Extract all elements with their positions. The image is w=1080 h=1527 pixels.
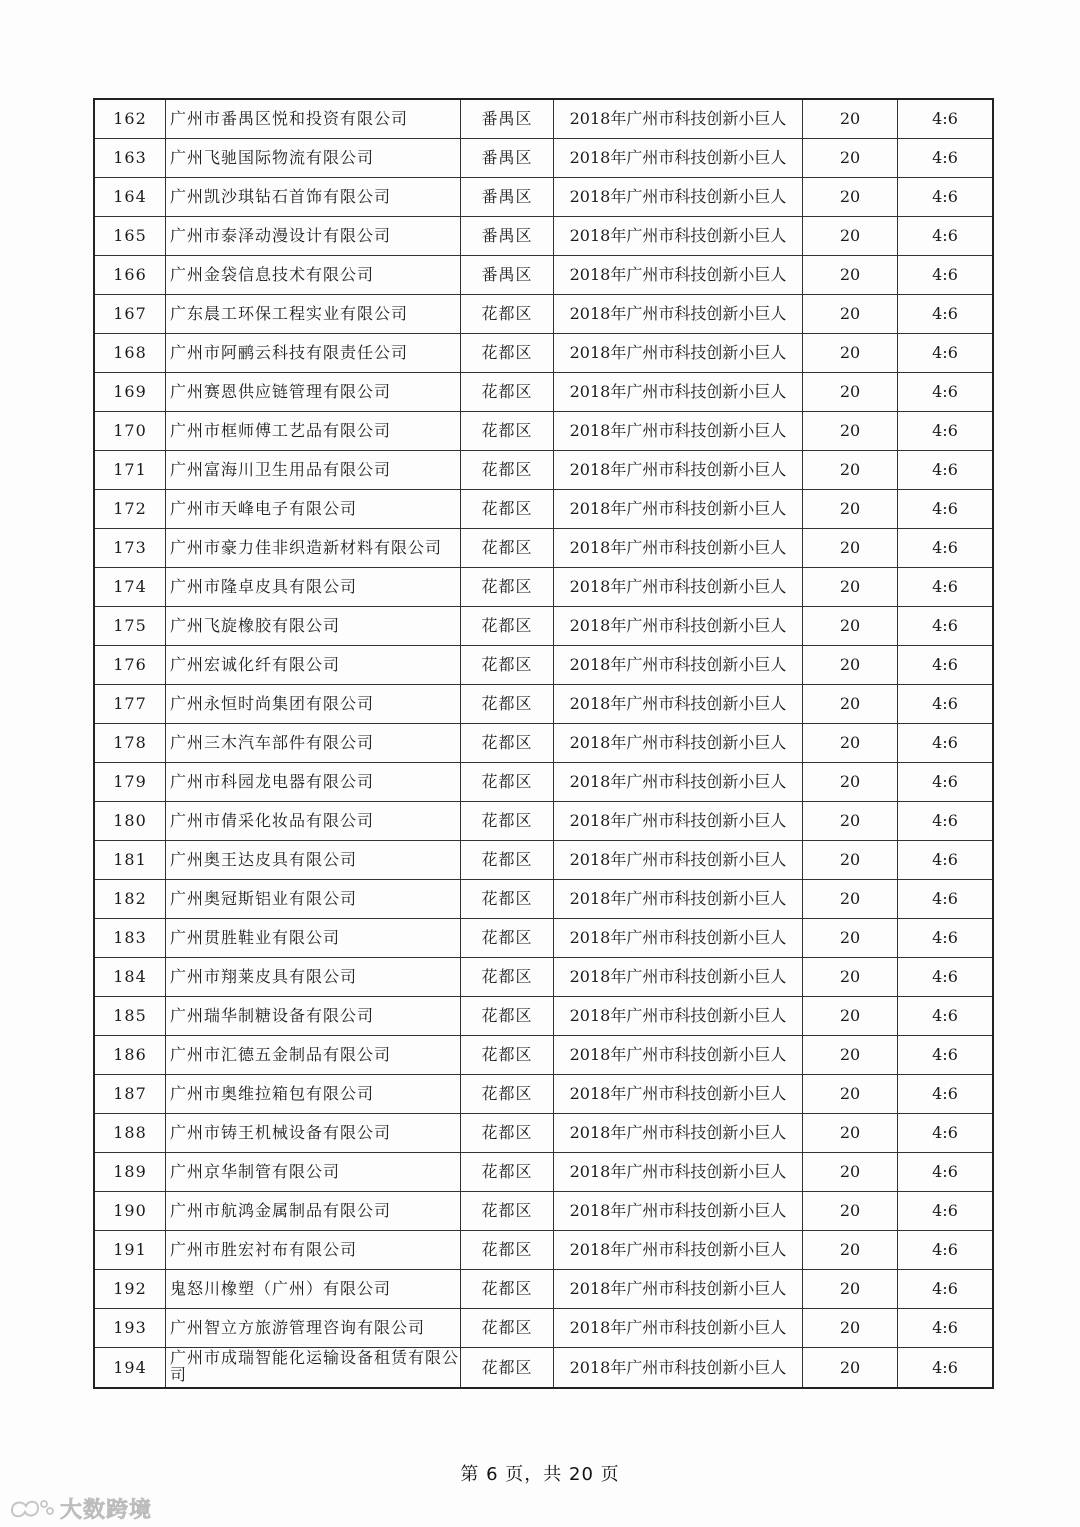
program-cell: 2018年广州市科技创新小巨人 <box>554 334 803 373</box>
table-row <box>94 724 993 763</box>
row-number-cell: 174 <box>94 568 166 607</box>
ratio-cell: 4:6 <box>898 1114 994 1153</box>
amount-cell: 20 <box>803 685 898 724</box>
row-number-cell: 171 <box>94 451 166 490</box>
row-number-cell: 169 <box>94 373 166 412</box>
company-name-cell: 广州市番禺区悦和投资有限公司 <box>166 99 461 139</box>
district-cell: 花都区 <box>461 919 554 958</box>
program-cell: 2018年广州市科技创新小巨人 <box>554 958 803 997</box>
ratio-cell: 4:6 <box>898 490 994 529</box>
company-name-cell: 广州三木汽车部件有限公司 <box>166 724 461 763</box>
program-cell: 2018年广州市科技创新小巨人 <box>554 1114 803 1153</box>
company-name-cell: 广州京华制管有限公司 <box>166 1153 461 1192</box>
company-name-cell: 广州贯胜鞋业有限公司 <box>166 919 461 958</box>
program-cell: 2018年广州市科技创新小巨人 <box>554 685 803 724</box>
amount-cell: 20 <box>803 217 898 256</box>
ratio-cell: 4:6 <box>898 295 994 334</box>
amount-cell: 20 <box>803 99 898 139</box>
table-row <box>94 1075 993 1114</box>
company-name-cell: 广州市科园龙电器有限公司 <box>166 763 461 802</box>
program-cell: 2018年广州市科技创新小巨人 <box>554 1075 803 1114</box>
row-number-cell: 179 <box>94 763 166 802</box>
table-row <box>94 1231 993 1270</box>
row-number-cell: 175 <box>94 607 166 646</box>
program-cell: 2018年广州市科技创新小巨人 <box>554 1348 803 1389</box>
table-row <box>94 139 993 178</box>
ratio-cell: 4:6 <box>898 841 994 880</box>
company-name-cell: 广州市隆卓皮具有限公司 <box>166 568 461 607</box>
amount-cell: 20 <box>803 1192 898 1231</box>
row-number-cell: 178 <box>94 724 166 763</box>
ratio-cell: 4:6 <box>898 919 994 958</box>
program-cell: 2018年广州市科技创新小巨人 <box>554 490 803 529</box>
district-cell: 番禺区 <box>461 217 554 256</box>
company-name-cell: 广州赛恩供应链管理有限公司 <box>166 373 461 412</box>
district-cell: 花都区 <box>461 841 554 880</box>
company-name-cell: 广州市阿鹂云科技有限责任公司 <box>166 334 461 373</box>
program-cell: 2018年广州市科技创新小巨人 <box>554 880 803 919</box>
row-number-cell: 192 <box>94 1270 166 1309</box>
table-row <box>94 958 993 997</box>
ratio-cell: 4:6 <box>898 1075 994 1114</box>
amount-cell: 20 <box>803 880 898 919</box>
company-name-cell: 广州永恒时尚集团有限公司 <box>166 685 461 724</box>
district-cell: 花都区 <box>461 1114 554 1153</box>
page-number: 第 6 页，共 20 页 <box>460 1464 620 1485</box>
ratio-cell: 4:6 <box>898 1036 994 1075</box>
table-body <box>94 99 993 1388</box>
amount-cell: 20 <box>803 997 898 1036</box>
table-row <box>94 880 993 919</box>
program-cell: 2018年广州市科技创新小巨人 <box>554 217 803 256</box>
district-cell: 花都区 <box>461 1075 554 1114</box>
amount-cell: 20 <box>803 607 898 646</box>
table-row <box>94 997 993 1036</box>
company-name-cell: 广州金袋信息技术有限公司 <box>166 256 461 295</box>
amount-cell: 20 <box>803 568 898 607</box>
table-row <box>94 802 993 841</box>
company-name-cell: 广州市天峰电子有限公司 <box>166 490 461 529</box>
table-row <box>94 334 993 373</box>
amount-cell: 20 <box>803 1270 898 1309</box>
program-cell: 2018年广州市科技创新小巨人 <box>554 451 803 490</box>
company-name-cell: 广州飞驰国际物流有限公司 <box>166 139 461 178</box>
district-cell: 花都区 <box>461 1309 554 1348</box>
ratio-cell: 4:6 <box>898 99 994 139</box>
ratio-cell: 4:6 <box>898 178 994 217</box>
company-name-cell: 鬼怒川橡塑（广州）有限公司 <box>166 1270 461 1309</box>
table-row <box>94 1309 993 1348</box>
company-name-cell: 广州富海川卫生用品有限公司 <box>166 451 461 490</box>
amount-cell: 20 <box>803 1348 898 1389</box>
amount-cell: 20 <box>803 958 898 997</box>
program-cell: 2018年广州市科技创新小巨人 <box>554 724 803 763</box>
amount-cell: 20 <box>803 373 898 412</box>
amount-cell: 20 <box>803 334 898 373</box>
company-name-cell: 广州市成瑞智能化运输设备租赁有限公司 <box>166 1348 461 1389</box>
row-number-cell: 194 <box>94 1348 166 1389</box>
ratio-cell: 4:6 <box>898 451 994 490</box>
row-number-cell: 191 <box>94 1231 166 1270</box>
table-row <box>94 99 993 139</box>
company-name-cell: 广州市汇德五金制品有限公司 <box>166 1036 461 1075</box>
district-cell: 花都区 <box>461 763 554 802</box>
ratio-cell: 4:6 <box>898 646 994 685</box>
ratio-cell: 4:6 <box>898 1309 994 1348</box>
program-cell: 2018年广州市科技创新小巨人 <box>554 373 803 412</box>
district-cell: 番禺区 <box>461 178 554 217</box>
district-cell: 花都区 <box>461 568 554 607</box>
amount-cell: 20 <box>803 412 898 451</box>
row-number-cell: 172 <box>94 490 166 529</box>
district-cell: 花都区 <box>461 1153 554 1192</box>
district-cell: 花都区 <box>461 334 554 373</box>
district-cell: 花都区 <box>461 412 554 451</box>
program-cell: 2018年广州市科技创新小巨人 <box>554 178 803 217</box>
row-number-cell: 176 <box>94 646 166 685</box>
company-name-cell: 广州凯沙琪钻石首饰有限公司 <box>166 178 461 217</box>
table-row <box>94 763 993 802</box>
program-cell: 2018年广州市科技创新小巨人 <box>554 529 803 568</box>
district-cell: 花都区 <box>461 1270 554 1309</box>
amount-cell: 20 <box>803 295 898 334</box>
program-cell: 2018年广州市科技创新小巨人 <box>554 412 803 451</box>
table-row <box>94 1192 993 1231</box>
amount-cell: 20 <box>803 256 898 295</box>
ratio-cell: 4:6 <box>898 1231 994 1270</box>
district-cell: 花都区 <box>461 607 554 646</box>
district-cell: 花都区 <box>461 490 554 529</box>
row-number-cell: 168 <box>94 334 166 373</box>
program-cell: 2018年广州市科技创新小巨人 <box>554 568 803 607</box>
program-cell: 2018年广州市科技创新小巨人 <box>554 841 803 880</box>
table-row <box>94 1153 993 1192</box>
district-cell: 番禺区 <box>461 99 554 139</box>
amount-cell: 20 <box>803 1231 898 1270</box>
table-row <box>94 1348 993 1389</box>
company-name-cell: 广州市框师傅工艺品有限公司 <box>166 412 461 451</box>
table-row <box>94 841 993 880</box>
ratio-cell: 4:6 <box>898 1348 994 1389</box>
district-cell: 番禺区 <box>461 139 554 178</box>
company-name-cell: 广州市航鸿金属制品有限公司 <box>166 1192 461 1231</box>
district-cell: 花都区 <box>461 1192 554 1231</box>
company-name-cell: 广州奥王达皮具有限公司 <box>166 841 461 880</box>
company-name-cell: 广州市泰泽动漫设计有限公司 <box>166 217 461 256</box>
company-name-cell: 广州瑞华制糖设备有限公司 <box>166 997 461 1036</box>
ratio-cell: 4:6 <box>898 1270 994 1309</box>
ratio-cell: 4:6 <box>898 763 994 802</box>
district-cell: 花都区 <box>461 295 554 334</box>
ratio-cell: 4:6 <box>898 958 994 997</box>
amount-cell: 20 <box>803 451 898 490</box>
amount-cell: 20 <box>803 646 898 685</box>
amount-cell: 20 <box>803 178 898 217</box>
row-number-cell: 183 <box>94 919 166 958</box>
district-cell: 花都区 <box>461 958 554 997</box>
table-row <box>94 1114 993 1153</box>
amount-cell: 20 <box>803 1075 898 1114</box>
table-row <box>94 412 993 451</box>
district-cell: 花都区 <box>461 646 554 685</box>
ratio-cell: 4:6 <box>898 529 994 568</box>
program-cell: 2018年广州市科技创新小巨人 <box>554 99 803 139</box>
program-cell: 2018年广州市科技创新小巨人 <box>554 295 803 334</box>
amount-cell: 20 <box>803 139 898 178</box>
amount-cell: 20 <box>803 1309 898 1348</box>
table-row <box>94 646 993 685</box>
program-cell: 2018年广州市科技创新小巨人 <box>554 1270 803 1309</box>
row-number-cell: 189 <box>94 1153 166 1192</box>
table-row <box>94 295 993 334</box>
program-cell: 2018年广州市科技创新小巨人 <box>554 607 803 646</box>
company-list-table <box>93 98 994 1389</box>
district-cell: 花都区 <box>461 880 554 919</box>
row-number-cell: 167 <box>94 295 166 334</box>
ratio-cell: 4:6 <box>898 685 994 724</box>
row-number-cell: 185 <box>94 997 166 1036</box>
table-row <box>94 490 993 529</box>
company-name-cell: 广州宏诚化纤有限公司 <box>166 646 461 685</box>
watermark <box>8 1493 152 1524</box>
ratio-cell: 4:6 <box>898 997 994 1036</box>
company-name-cell: 广州智立方旅游管理咨询有限公司 <box>166 1309 461 1348</box>
table-row <box>94 1036 993 1075</box>
row-number-cell: 181 <box>94 841 166 880</box>
district-cell: 番禺区 <box>461 256 554 295</box>
amount-cell: 20 <box>803 1153 898 1192</box>
amount-cell: 20 <box>803 802 898 841</box>
ratio-cell: 4:6 <box>898 412 994 451</box>
amount-cell: 20 <box>803 490 898 529</box>
table-row <box>94 568 993 607</box>
ratio-cell: 4:6 <box>898 724 994 763</box>
ratio-cell: 4:6 <box>898 139 994 178</box>
table-row <box>94 373 993 412</box>
ratio-cell: 4:6 <box>898 373 994 412</box>
company-name-cell: 广州市奥维拉箱包有限公司 <box>166 1075 461 1114</box>
program-cell: 2018年广州市科技创新小巨人 <box>554 1192 803 1231</box>
amount-cell: 20 <box>803 919 898 958</box>
district-cell: 花都区 <box>461 451 554 490</box>
ratio-cell: 4:6 <box>898 880 994 919</box>
program-cell: 2018年广州市科技创新小巨人 <box>554 1153 803 1192</box>
district-cell: 花都区 <box>461 997 554 1036</box>
row-number-cell: 180 <box>94 802 166 841</box>
ratio-cell: 4:6 <box>898 1153 994 1192</box>
company-name-cell: 广州市翔莱皮具有限公司 <box>166 958 461 997</box>
district-cell: 花都区 <box>461 1231 554 1270</box>
row-number-cell: 162 <box>94 99 166 139</box>
row-number-cell: 170 <box>94 412 166 451</box>
amount-cell: 20 <box>803 529 898 568</box>
table-row <box>94 178 993 217</box>
ratio-cell: 4:6 <box>898 607 994 646</box>
row-number-cell: 166 <box>94 256 166 295</box>
table-row <box>94 256 993 295</box>
watermark-text: 大数跨境 <box>60 1498 153 1523</box>
ratio-cell: 4:6 <box>898 217 994 256</box>
company-name-cell: 广州市倩采化妆品有限公司 <box>166 802 461 841</box>
table-row <box>94 217 993 256</box>
amount-cell: 20 <box>803 1036 898 1075</box>
program-cell: 2018年广州市科技创新小巨人 <box>554 1309 803 1348</box>
program-cell: 2018年广州市科技创新小巨人 <box>554 1036 803 1075</box>
row-number-cell: 173 <box>94 529 166 568</box>
district-cell: 花都区 <box>461 1036 554 1075</box>
amount-cell: 20 <box>803 763 898 802</box>
district-cell: 花都区 <box>461 373 554 412</box>
program-cell: 2018年广州市科技创新小巨人 <box>554 997 803 1036</box>
table-row <box>94 919 993 958</box>
brand-logo-icon <box>8 1496 56 1522</box>
company-name-cell: 广州市铸王机械设备有限公司 <box>166 1114 461 1153</box>
company-name-cell: 广州飞旋橡胶有限公司 <box>166 607 461 646</box>
ratio-cell: 4:6 <box>898 256 994 295</box>
company-name-cell: 广东晨工环保工程实业有限公司 <box>166 295 461 334</box>
district-cell: 花都区 <box>461 685 554 724</box>
program-cell: 2018年广州市科技创新小巨人 <box>554 802 803 841</box>
program-cell: 2018年广州市科技创新小巨人 <box>554 763 803 802</box>
ratio-cell: 4:6 <box>898 334 994 373</box>
ratio-cell: 4:6 <box>898 802 994 841</box>
program-cell: 2018年广州市科技创新小巨人 <box>554 139 803 178</box>
row-number-cell: 190 <box>94 1192 166 1231</box>
row-number-cell: 187 <box>94 1075 166 1114</box>
table-row <box>94 451 993 490</box>
amount-cell: 20 <box>803 724 898 763</box>
company-name-cell: 广州市胜宏衬布有限公司 <box>166 1231 461 1270</box>
row-number-cell: 182 <box>94 880 166 919</box>
row-number-cell: 188 <box>94 1114 166 1153</box>
program-cell: 2018年广州市科技创新小巨人 <box>554 919 803 958</box>
row-number-cell: 177 <box>94 685 166 724</box>
row-number-cell: 163 <box>94 139 166 178</box>
table-row <box>94 685 993 724</box>
district-cell: 花都区 <box>461 529 554 568</box>
program-cell: 2018年广州市科技创新小巨人 <box>554 1231 803 1270</box>
ratio-cell: 4:6 <box>898 1192 994 1231</box>
district-cell: 花都区 <box>461 802 554 841</box>
amount-cell: 20 <box>803 841 898 880</box>
table-row <box>94 1270 993 1309</box>
row-number-cell: 193 <box>94 1309 166 1348</box>
row-number-cell: 165 <box>94 217 166 256</box>
district-cell: 花都区 <box>461 1348 554 1389</box>
row-number-cell: 184 <box>94 958 166 997</box>
row-number-cell: 164 <box>94 178 166 217</box>
program-cell: 2018年广州市科技创新小巨人 <box>554 646 803 685</box>
company-name-cell: 广州奥冠斯铝业有限公司 <box>166 880 461 919</box>
district-cell: 花都区 <box>461 724 554 763</box>
table-row <box>94 529 993 568</box>
amount-cell: 20 <box>803 1114 898 1153</box>
ratio-cell: 4:6 <box>898 568 994 607</box>
program-cell: 2018年广州市科技创新小巨人 <box>554 256 803 295</box>
table-row <box>94 607 993 646</box>
row-number-cell: 186 <box>94 1036 166 1075</box>
company-name-cell: 广州市豪力佳非织造新材料有限公司 <box>166 529 461 568</box>
